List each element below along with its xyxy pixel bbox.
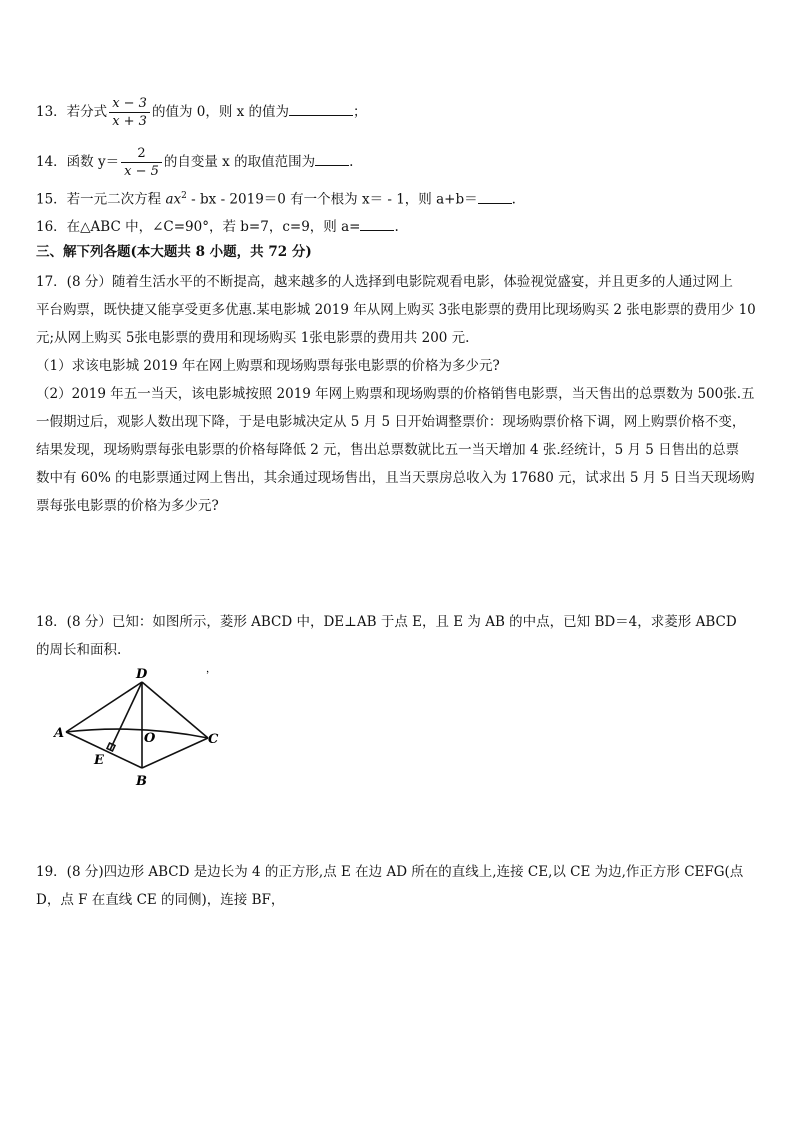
q17-part-1: （1）求该电影城 2019 年在网上购票和现场购票每张电影票的价格为多少元? [36, 358, 500, 374]
q15-answer-blank[interactable] [478, 189, 512, 204]
q14-answer-blank[interactable] [315, 151, 349, 166]
rhombus-figure [52, 664, 232, 798]
label-c: C [208, 732, 219, 747]
question-13 [36, 96, 367, 129]
label-e: E [94, 753, 104, 768]
q13-prefix: 13．若分式 [36, 104, 108, 120]
q17-part-2-line-5: 票每张电影票的价格为多少元? [36, 498, 219, 514]
q15-end: . [511, 191, 516, 208]
question-15 [36, 186, 516, 210]
q15-eq-sup: 2 [181, 191, 187, 201]
stray-mark: ， [206, 664, 216, 675]
side-ba [66, 732, 142, 768]
q19-line-2: D，点 F 在直线 CE 的同侧)，连接 BF， [36, 892, 285, 908]
q14-numerator: 2 [121, 146, 162, 163]
q15-prefix: 15．若一元二次方程 [36, 191, 166, 208]
q13-numerator: x − 3 [109, 96, 150, 113]
question-19 [36, 858, 760, 914]
q15-eq-a: ax [165, 191, 182, 208]
q14-suffix: 的自变量 x 的取值范围为 [163, 154, 316, 170]
q13-suffix: 的值为 0，则 x 的值为 [151, 104, 290, 120]
q16-prefix: 16．在△ABC 中，∠C=90°，若 b=7，c=9，则 a= [36, 219, 361, 235]
label-d: D [136, 667, 148, 682]
q13-fraction [109, 96, 150, 129]
question-14 [36, 146, 353, 179]
q18-line-2: 的周长和面积. [36, 642, 122, 658]
q17-line-2: 平台购票，既快捷又能享受更多优惠.某电影城 2019 年从网上购买 3张电影票的费用比现场购买 2 张电影票的费用少 10 [36, 302, 756, 318]
q16-end: . [394, 219, 399, 235]
q19-line-1: 19．(8 分)四边形 ABCD 是边长为 4 的正方形,点 E 在边 AD 所在的直线上,连接 CE,以 CE 为边,作正方形 CEFG(点 [36, 864, 744, 880]
q17-line-1: 17．(8 分）随着生活水平的不断提高，越来越多的人选择到电影院观看电影，体验视觉盛宴，并且更多的人通过网上 [36, 274, 733, 290]
q14-denominator: x − 5 [124, 164, 159, 179]
q13-end: ； [353, 104, 367, 120]
q18-line-1: 18．(8 分）已知：如图所示，菱形 ABCD 中，DE⊥AB 于点 E，且 E 为 AB 的中点，已知 BD＝4，求菱形 ABCD [36, 614, 737, 630]
diagonal-ac [66, 729, 208, 738]
question-17 [36, 268, 760, 520]
q13-answer-blank[interactable] [289, 101, 353, 116]
rhombus-diagram [52, 664, 232, 794]
q15-eq-rest: - bx - 2019＝0 有一个根为 x＝ - 1，则 a+b＝ [186, 191, 478, 208]
q14-fraction [121, 146, 162, 179]
q17-part-2-line-3: 结果发现，现场购票每张电影票的价格每降低 2 元，售出总票数就比五一当天增加 4 张.经统计，5 月 5 日售出的总票 [36, 442, 740, 458]
question-18 [36, 608, 760, 664]
section-3-title: 三、解下列各题(本大题共 8 小题，共 72 分) [36, 244, 312, 260]
label-o: O [144, 731, 156, 746]
label-a: A [54, 726, 65, 741]
q17-part-2-line-1: （2）2019 年五一当天，该电影城按照 2019 年网上购票和现场购票的价格销售电影票，当天售出的总票数为 500张.五 [36, 386, 755, 402]
q17-part-2-line-4: 数中有 60% 的电影票通过网上售出，其余通过现场售出，且当天票房总收入为 17680 元，试求出 5 月 5 日当天现场购 [36, 470, 755, 486]
label-b: B [136, 774, 147, 789]
q17-part-2-line-2: 一假期过后，观影人数出现下降，于是电影城决定从 5 月 5 日开始调整票价：现场购票价格下调，网上购票价格不变， [36, 414, 746, 430]
q16-answer-blank[interactable] [360, 216, 394, 231]
q13-denominator: x + 3 [112, 114, 147, 129]
q14-prefix: 14．函数 y＝ [36, 154, 120, 170]
q14-end: . [349, 154, 354, 170]
q17-line-3: 元;从网上购买 5张电影票的费用和现场购买 1张电影票的费用共 200 元. [36, 330, 470, 346]
question-16 [36, 216, 399, 237]
